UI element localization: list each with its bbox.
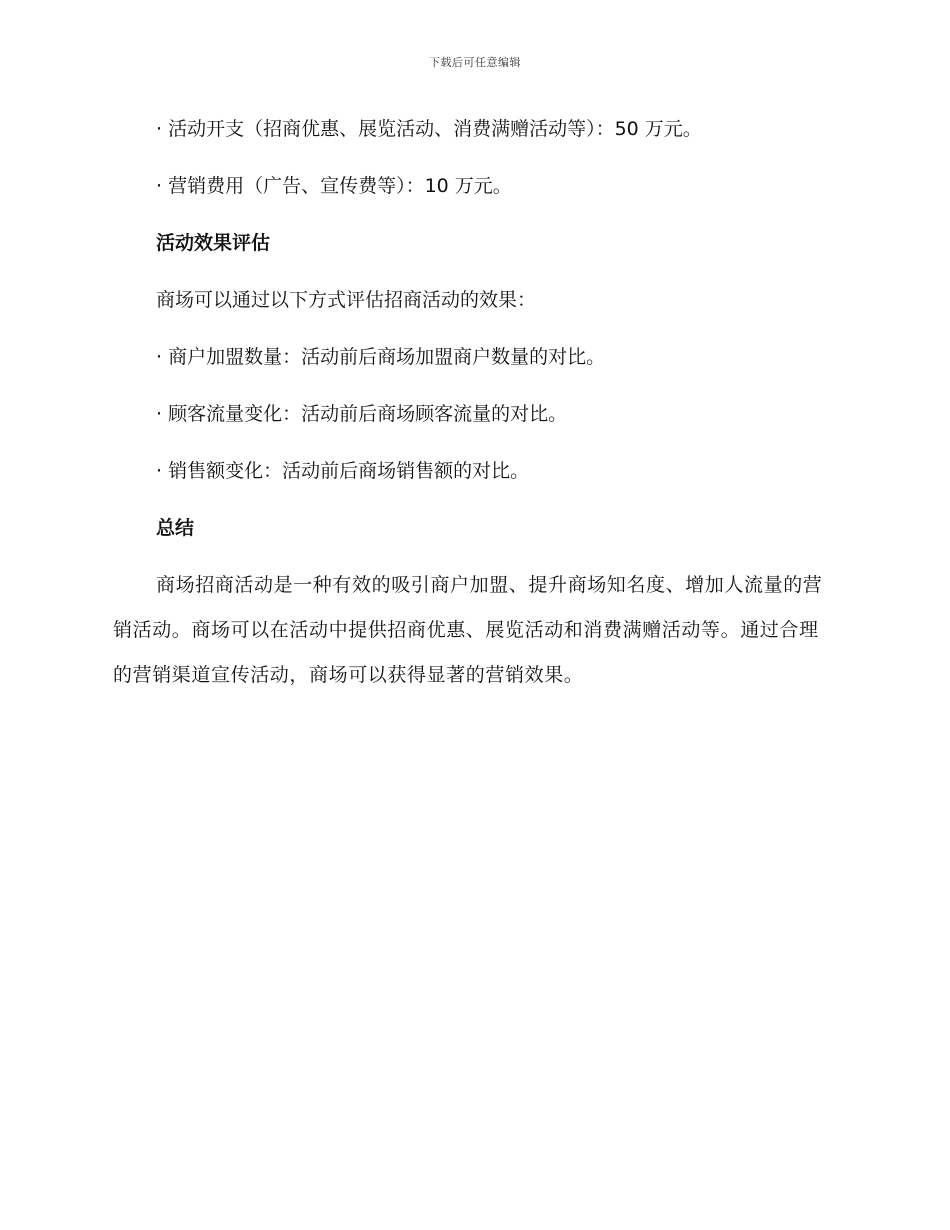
budget-item-marketing-cost: · 营销费用（广告、宣传费等）：10 万元。 bbox=[156, 175, 512, 197]
section-heading-evaluation: 活动效果评估 bbox=[156, 232, 271, 254]
evaluation-item-merchants: · 商户加盟数量：活动前后商场加盟商户数量的对比。 bbox=[156, 346, 606, 368]
budget-item-activity-cost: · 活动开支（招商优惠、展览活动、消费满赠活动等）：50 万元。 bbox=[156, 118, 702, 140]
summary-paragraph: 商场招商活动是一种有效的吸引商户加盟、提升商场知名度、增加人流量的营销活动。商场可以在活动中提供招商优惠、展览活动和消费满赠活动等。通过合理的营销渠道宣传活动，商场可以获得显著的营销效果。 bbox=[113, 574, 823, 686]
evaluation-item-traffic: · 顾客流量变化：活动前后商场顾客流量的对比。 bbox=[156, 403, 568, 425]
document-body bbox=[113, 112, 833, 698]
evaluation-item-sales: · 销售额变化：活动前后商场销售额的对比。 bbox=[156, 460, 530, 482]
evaluation-intro: 商场可以通过以下方式评估招商活动的效果： bbox=[156, 289, 537, 311]
section-heading-summary: 总结 bbox=[156, 517, 195, 539]
page-header: 下载后可任意编辑 bbox=[429, 56, 521, 69]
